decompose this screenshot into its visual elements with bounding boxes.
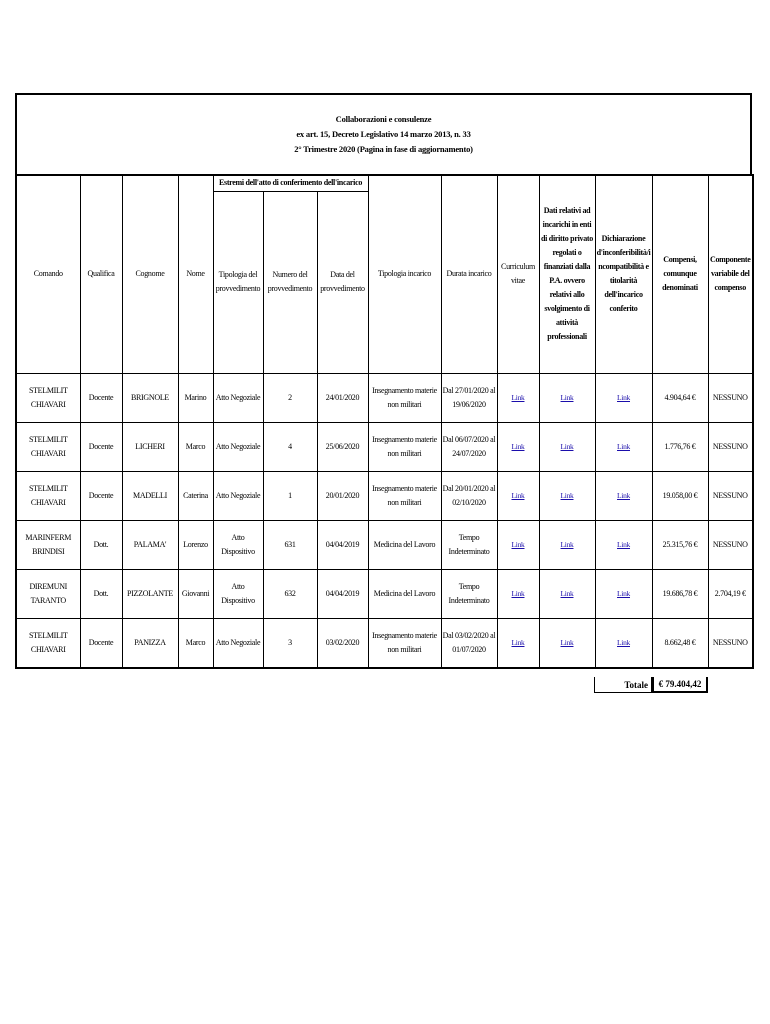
cell-compenso: 19.686,78 €	[652, 569, 708, 618]
cell-nome: Lorenzo	[178, 520, 213, 569]
cell-durata: Dal 27/01/2020 al 19/06/2020	[441, 373, 497, 422]
title-line-3: 2° Trimestre 2020 (Pagina in fase di aggiornamento)	[294, 144, 473, 154]
title-line-2: ex art. 15, Decreto Legislativo 14 marzo 2013, n. 33	[296, 129, 471, 139]
cell-durata: Tempo Indeterminato	[441, 569, 497, 618]
cell-nome: Caterina	[178, 471, 213, 520]
cell-dichiarazione	[595, 520, 652, 569]
header-comando: Comando	[16, 175, 80, 373]
dichiarazione-link[interactable]: Link	[617, 539, 630, 549]
dati-relativi-link[interactable]: Link	[560, 392, 574, 402]
cell-dati	[539, 520, 595, 569]
cell-dati	[539, 422, 595, 471]
header-qualifica: Qualifica	[80, 175, 122, 373]
cell-cognome: PALAMA'	[122, 520, 178, 569]
cell-variabile: NESSUNO	[708, 471, 753, 520]
total-label: Totale	[594, 677, 652, 693]
cell-cv	[497, 422, 539, 471]
dichiarazione-link[interactable]: Link	[617, 588, 630, 598]
cell-dati	[539, 471, 595, 520]
total-value: € 79.404,42	[652, 677, 708, 693]
cell-data: 04/04/2019	[317, 569, 368, 618]
cell-cv	[497, 520, 539, 569]
cell-durata: Tempo Indeterminato	[441, 520, 497, 569]
cell-comando: MARINFERM BRINDISI	[16, 520, 80, 569]
cell-cognome: BRIGNOLE	[122, 373, 178, 422]
cell-data: 25/06/2020	[317, 422, 368, 471]
cell-cognome: LICHERI	[122, 422, 178, 471]
cell-incarico: Medicina del Lavoro	[368, 569, 441, 618]
table-row	[16, 373, 753, 422]
dati-relativi-link[interactable]: Link	[560, 441, 574, 451]
cell-tipologia: Atto Negoziale	[213, 373, 263, 422]
header-nome: Nome	[178, 175, 213, 373]
cell-qualifica: Docente	[80, 618, 122, 668]
cell-variabile: NESSUNO	[708, 520, 753, 569]
cell-cv	[497, 569, 539, 618]
cell-tipologia: Atto Negoziale	[213, 422, 263, 471]
dati-relativi-link[interactable]: Link	[560, 490, 574, 500]
header-compensi: Compensi, comunque denominati	[652, 175, 708, 373]
cell-dati	[539, 373, 595, 422]
cell-cognome: PANIZZA	[122, 618, 178, 668]
cell-nome: Giovanni	[178, 569, 213, 618]
cell-variabile: NESSUNO	[708, 373, 753, 422]
total-row	[594, 677, 708, 693]
table-row	[16, 422, 753, 471]
cell-cv	[497, 618, 539, 668]
header-numero-provvedimento: Numero del provvedimento	[263, 191, 317, 373]
header-durata-incarico: Durata incarico	[441, 175, 497, 373]
dichiarazione-link[interactable]: Link	[617, 490, 630, 500]
cell-tipologia: Atto Dispositivo	[213, 569, 263, 618]
header-tipologia-provvedimento: Tipologia del provvedimento	[213, 191, 263, 373]
document-sheet	[15, 93, 752, 669]
cell-dichiarazione	[595, 422, 652, 471]
cell-comando: STELMILIT CHIAVARI	[16, 373, 80, 422]
cell-durata: Dal 06/07/2020 al 24/07/2020	[441, 422, 497, 471]
cell-tipologia: Atto Negoziale	[213, 471, 263, 520]
cell-compenso: 1.776,76 €	[652, 422, 708, 471]
cell-cv	[497, 373, 539, 422]
curriculum-link[interactable]: Link	[511, 539, 525, 549]
cell-qualifica: Docente	[80, 471, 122, 520]
cell-tipologia: Atto Dispositivo	[213, 520, 263, 569]
header-data-provvedimento: Data del provvedimento	[317, 191, 368, 373]
cell-dichiarazione	[595, 618, 652, 668]
cell-dati	[539, 569, 595, 618]
cell-durata: Dal 03/02/2020 al 01/07/2020	[441, 618, 497, 668]
curriculum-link[interactable]: Link	[511, 441, 525, 451]
cell-qualifica: Dott.	[80, 569, 122, 618]
table-row	[16, 471, 753, 520]
cell-qualifica: Dott.	[80, 520, 122, 569]
header-cognome: Cognome	[122, 175, 178, 373]
header-dati-relativi: Dati relativi ad incarichi in enti di diritto privato regolati o finanziati dalla P.A. ovvero relativi allo svolgimento di attività professionali	[539, 175, 595, 373]
cell-compenso: 4.904,64 €	[652, 373, 708, 422]
cell-numero: 3	[263, 618, 317, 668]
curriculum-link[interactable]: Link	[511, 588, 525, 598]
cell-dichiarazione	[595, 373, 652, 422]
dati-relativi-link[interactable]: Link	[560, 588, 574, 598]
cell-numero: 631	[263, 520, 317, 569]
cell-incarico: Medicina del Lavoro	[368, 520, 441, 569]
cell-tipologia: Atto Negoziale	[213, 618, 263, 668]
cell-compenso: 19.058,00 €	[652, 471, 708, 520]
curriculum-link[interactable]: Link	[511, 392, 525, 402]
dati-relativi-link[interactable]: Link	[560, 539, 574, 549]
dichiarazione-link[interactable]: Link	[617, 637, 630, 647]
cell-dichiarazione	[595, 471, 652, 520]
cell-variabile: NESSUNO	[708, 422, 753, 471]
table-row	[16, 569, 753, 618]
cell-cognome: MADELLI	[122, 471, 178, 520]
cell-data: 24/01/2020	[317, 373, 368, 422]
cell-numero: 4	[263, 422, 317, 471]
header-curriculum: Curriculum vitae	[497, 175, 539, 373]
dichiarazione-link[interactable]: Link	[617, 392, 630, 402]
cell-comando: STELMILIT CHIAVARI	[16, 471, 80, 520]
curriculum-link[interactable]: Link	[511, 637, 525, 647]
cell-variabile: NESSUNO	[708, 618, 753, 668]
collaborations-table	[15, 174, 754, 669]
cell-compenso: 25.315,76 €	[652, 520, 708, 569]
cell-data: 03/02/2020	[317, 618, 368, 668]
cell-numero: 2	[263, 373, 317, 422]
cell-comando: DIREMUNI TARANTO	[16, 569, 80, 618]
table-row	[16, 618, 753, 668]
cell-incarico: Insegnamento materie non militari	[368, 618, 441, 668]
cell-numero: 632	[263, 569, 317, 618]
table-row	[16, 520, 753, 569]
cell-data: 04/04/2019	[317, 520, 368, 569]
cell-cv	[497, 471, 539, 520]
cell-nome: Marco	[178, 618, 213, 668]
cell-incarico: Insegnamento materie non militari	[368, 422, 441, 471]
cell-compenso: 8.662,48 €	[652, 618, 708, 668]
cell-dichiarazione	[595, 569, 652, 618]
header-componente: Componente variabile del compenso	[708, 175, 753, 373]
cell-nome: Marino	[178, 373, 213, 422]
cell-qualifica: Docente	[80, 422, 122, 471]
header-tipologia-incarico: Tipologia incarico	[368, 175, 441, 373]
dichiarazione-link[interactable]: Link	[617, 441, 630, 451]
cell-dati	[539, 618, 595, 668]
cell-cognome: PIZZOLANTE	[122, 569, 178, 618]
document-title	[15, 93, 752, 174]
cell-comando: STELMILIT CHIAVARI	[16, 618, 80, 668]
cell-incarico: Insegnamento materie non militari	[368, 373, 441, 422]
cell-data: 20/01/2020	[317, 471, 368, 520]
cell-comando: STELMILIT CHIAVARI	[16, 422, 80, 471]
curriculum-link[interactable]: Link	[511, 490, 525, 500]
dati-relativi-link[interactable]: Link	[560, 637, 574, 647]
cell-incarico: Insegnamento materie non militari	[368, 471, 441, 520]
header-dichiarazione: Dichiarazione d'inconferibilità/i ncompatibilità e titolarità dell'incarico conferito	[595, 175, 652, 373]
cell-nome: Marco	[178, 422, 213, 471]
cell-variabile: 2.704,19 €	[708, 569, 753, 618]
cell-numero: 1	[263, 471, 317, 520]
cell-durata: Dal 20/01/2020 al 02/10/2020	[441, 471, 497, 520]
title-line-1: Collaborazioni e consulenze	[335, 114, 432, 124]
cell-qualifica: Docente	[80, 373, 122, 422]
header-estremi: Estremi dell'atto di conferimento dell'incarico	[213, 175, 368, 191]
